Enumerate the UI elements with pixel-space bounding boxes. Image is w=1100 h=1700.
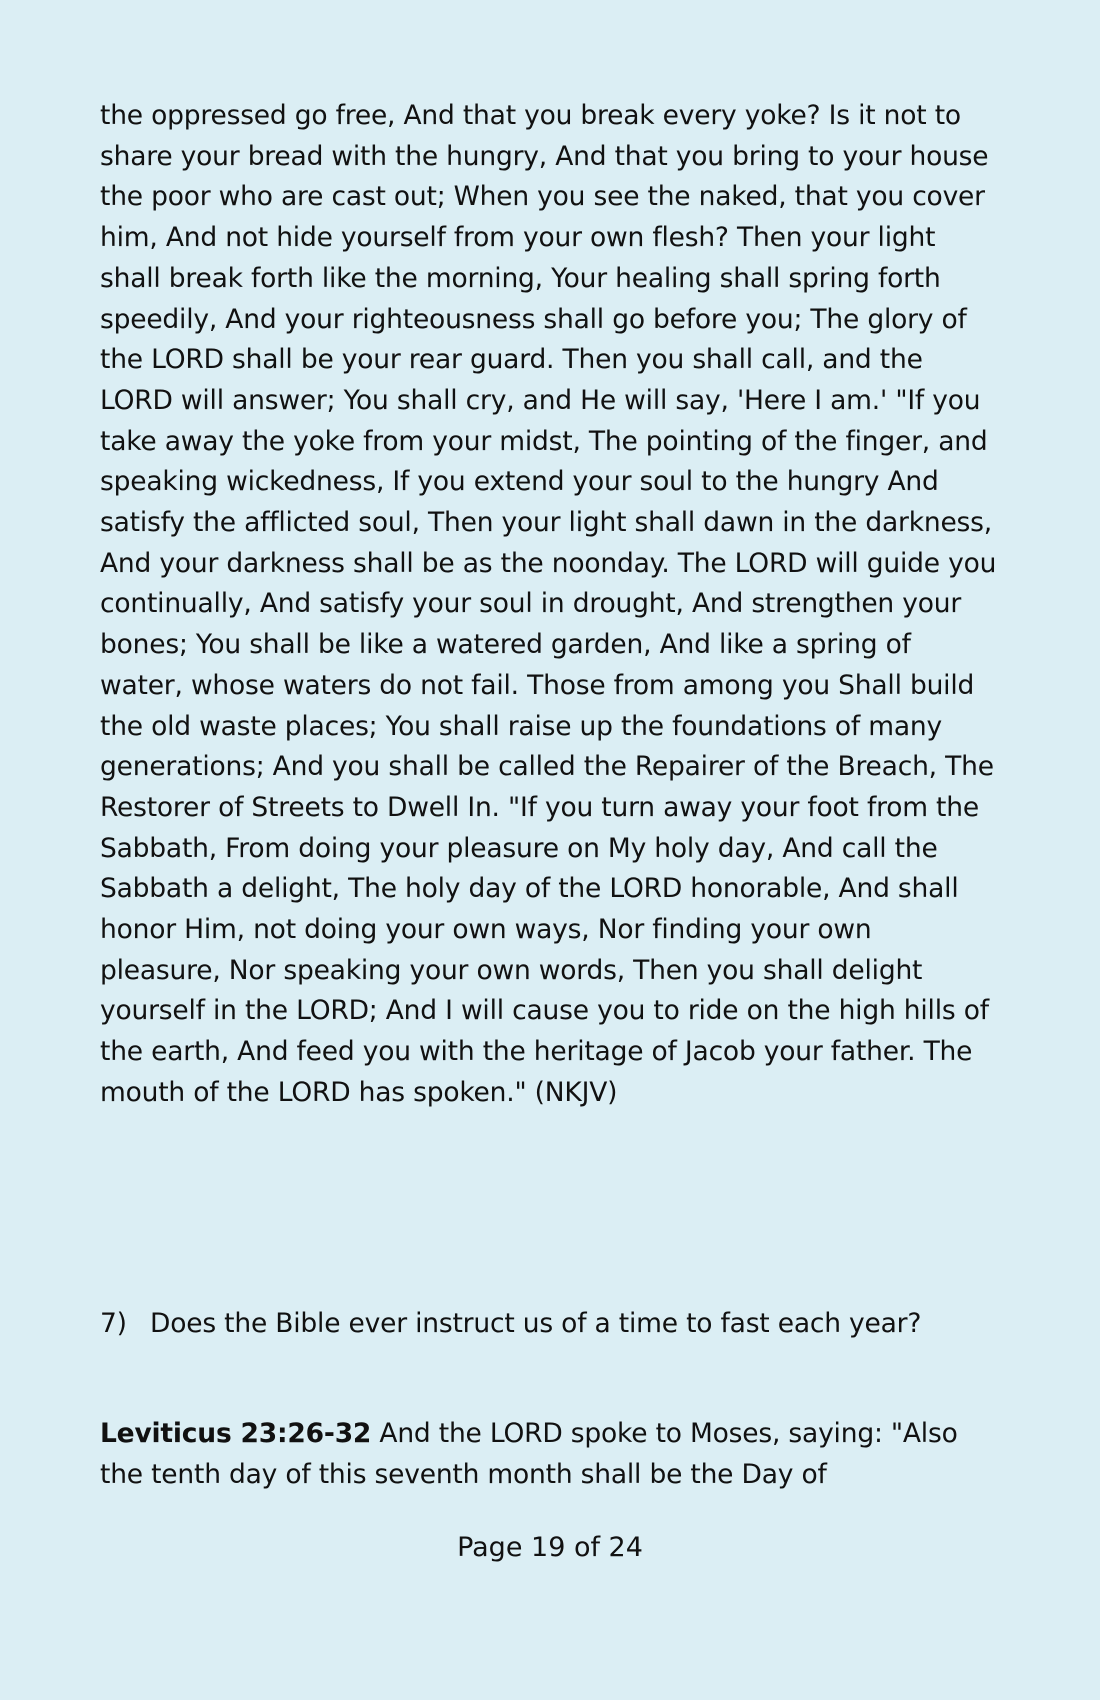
scripture-reference	[100, 1414, 1000, 1495]
question-item	[100, 1304, 1000, 1345]
reference-label: Leviticus 23:26-32	[100, 1418, 372, 1449]
scripture-passage: the oppressed go free, And that you break every yoke? Is it not to share your bread with the hungry, And that you bring to your house the poor who are cast out; When you see the naked, that you cover him, And not hide yourself from your own flesh? Then your light shall break forth like the morning, Your healing shall spring forth speedily, And your righteousness shall go before you; The glory of the LORD shall be your rear guard. Then you shall call, and the LORD will answer; You shall cry, and He will say, 'Here I am.' "If you take away the yoke from your midst, The pointing of the finger, and speaking wickedness, If you extend your soul to the hungry And satisfy the afflicted soul, Then your light shall dawn in the darkness, And your darkness shall be as the noonday. The LORD will guide you continually, And satisfy your soul in drought, And strengthen your bones; You shall be like a watered garden, And like a spring of water, whose waters do not fail. Those from among you Shall build the old waste places; You shall raise up the foundations of many generations; And you shall be called the Repairer of the Breach, The Restorer of Streets to Dwell In. "If you turn away your foot from the Sabbath, From doing your pleasure on My holy day, And call the Sabbath a delight, The holy day of the LORD honorable, And shall honor Him, not doing your own ways, Nor finding your own pleasure, Nor speaking your own words, Then you shall delight yourself in the LORD; And I will cause you to ride on the high hills of the earth, And feed you with the heritage of Jacob your father. The mouth of the LORD has spoken." (NKJV)	[100, 100, 997, 1108]
page-number: Page 19 of 24	[457, 1532, 643, 1563]
question-number: 7)	[100, 1308, 127, 1339]
reference-text: And the LORD spoke to Moses, saying: "Also the tenth day of this seventh month shall be the Day of	[100, 1418, 958, 1490]
question-text: Does the Bible ever instruct us of a time to fast each year?	[150, 1308, 922, 1339]
